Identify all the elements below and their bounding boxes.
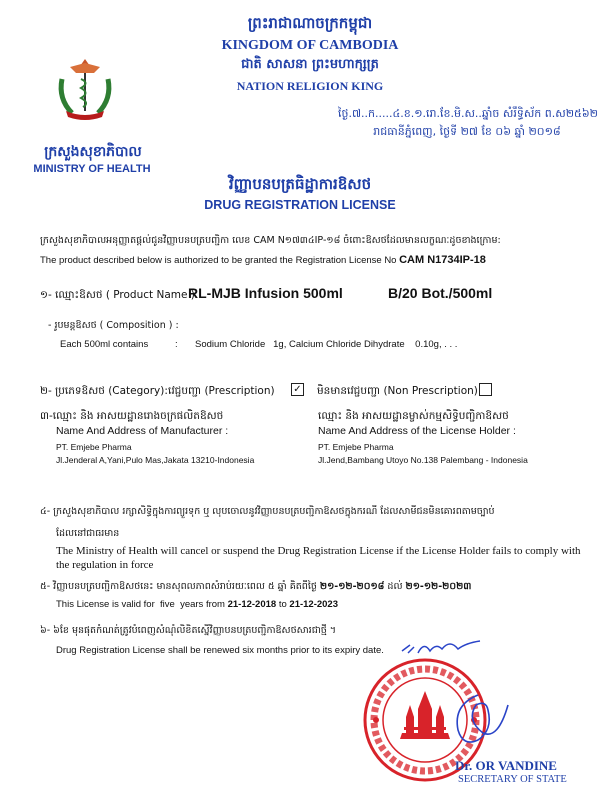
- kingdom-title: KINGDOM OF CAMBODIA: [221, 38, 399, 53]
- category-prescription-label: វេជ្ជបញ្ជា (Prescription): [168, 385, 275, 397]
- section4-text: The Ministry of Health will cancel or suspend the Drug Registration License if the License Holder fails to comply with the regulation in force: [56, 545, 581, 571]
- issue-date: រាជធានីភ្នំពេញ, ថ្ងៃទី ២៧ ខែ ០៦ ឆ្នាំ ២០១៨: [373, 125, 561, 138]
- product-name-label: ១- ឈ្មោះឱសថ ( Product Name ) :: [40, 289, 202, 301]
- product-pack: B/20 Bot./500ml: [388, 285, 493, 301]
- national-motto-khmer: ជាតិ សាសនា ព្រះមហាក្សត្រ: [241, 57, 379, 72]
- validity-text: [56, 599, 338, 610]
- seal-star-left: [373, 717, 379, 723]
- validity-mid: to: [276, 599, 290, 610]
- renewal-text: Drug Registration License shall be renewed six months prior to its expiry date.: [56, 645, 384, 656]
- national-motto: NATION RELIGION KING: [236, 79, 384, 93]
- composition-each: Each 500ml contains: [60, 339, 149, 350]
- section5-kh-mid: ដល់: [384, 581, 406, 592]
- section5-kh-prefix: ៥- វិញ្ញាបនបត្របញ្ជិកាឱសថនេះ មានសុពលភាពសំរាប់រយៈពេល ៥ ឆ្នាំ គិតពីថ្ងៃ: [40, 581, 320, 592]
- manufacturer-name: PT. Emjebe Pharma: [56, 442, 132, 452]
- emblem-serpent: [81, 79, 86, 107]
- license-holder-label: Name And Address of the License Holder :: [318, 425, 516, 437]
- section4-text-khmer-cont: ដែលនៅជាធរមាន: [56, 528, 120, 539]
- license-number: CAM N1734IP-18: [399, 254, 486, 266]
- ministry-name: MINISTRY OF HEALTH: [33, 163, 151, 175]
- composition-colon: :: [175, 339, 178, 350]
- intro-prefix: The product described below is authorized to be granted the Registration License No: [40, 255, 400, 266]
- category-non-prescription-label: មិនមានវេជ្ជបញ្ជា (Non Prescription): [317, 385, 478, 397]
- valid-to-date: 21-12-2023: [289, 599, 339, 610]
- lunar-date: ថ្ងៃ.៧..ក.....៤.ខ.១.រោ.ខែ.មិ.ស..ឆ្នាំច សំរឹទ្ធិស័ក ព.ស២៥៦២: [338, 107, 598, 120]
- composition-label: - រូបមន្តឱសថ ( Composition ) :: [48, 320, 179, 331]
- emblem-right-wreath: [98, 79, 109, 113]
- signatory-title: SECRETARY OF STATE: [458, 774, 567, 785]
- section5-kh-to: ២១-១២-២០២៣: [405, 581, 472, 592]
- seal-temple-icon: [400, 691, 450, 739]
- signatory-name: Dr. OR VANDINE: [455, 758, 557, 773]
- initials-signature-icon: [400, 637, 485, 659]
- license-holder-address: Jl.Jend,Bambang Utoyo No.138 Palembang - Indonesia: [318, 455, 528, 465]
- document-title: DRUG REGISTRATION LICENSE: [204, 198, 396, 212]
- kingdom-title-khmer: ព្រះរាជាណាចក្រកម្ពុជា: [247, 14, 373, 32]
- manufacturer-label-khmer: ៣-ឈ្មោះ និង អាសយដ្ឋានរោងចក្រផលិតឱសថ: [40, 410, 224, 422]
- signature-icon: [448, 685, 518, 755]
- ministry-emblem-icon: [50, 55, 120, 125]
- check-icon: ✓: [293, 384, 302, 395]
- manufacturer-label: Name And Address of Manufacturer :: [56, 425, 229, 437]
- emblem-rays: [70, 63, 100, 73]
- section5-kh-from: ២១-១២-២០១៨: [319, 581, 385, 592]
- intro-text-khmer: ក្រសួងសុខាភិបាលអនុញ្ញាតផ្តល់ជូនវិញ្ញាបនបត្របញ្ជិកា លេខ CAM N១៧៣៤IP-១៨ ចំពោះឱសថដែលមានលក្ខណៈដូចខាងក្រោម:: [40, 235, 501, 246]
- license-holder-name: PT. Emjebe Pharma: [318, 442, 394, 452]
- section4-text-khmer: ៤- ក្រសួងសុខាភិបាល រក្សាសិទ្ធិក្នុងការព្យួរទុក ឬ លុបចោលនូវវិញ្ញាបនបត្របញ្ជិកាឱសថក្នុងករណី ដែលសាមីជនមិនគោរពតាមច្បាប់: [40, 506, 495, 517]
- emblem-left-wreath: [61, 79, 72, 113]
- valid-from-date: 21-12-2018: [227, 599, 277, 610]
- category-label: ២- ប្រភេទឱសថ (Category):: [40, 385, 168, 397]
- manufacturer-address: Jl.Jenderal A,Yani,Pulo Mas,Jakata 13210-Indonesia: [56, 455, 255, 465]
- prescription-checkbox[interactable]: [291, 383, 304, 396]
- section6-text-khmer: ៦- ៦ខែ មុនផុតកំណត់ត្រូវបំពេញសំណុំលិខិតស្នើវិញ្ញាបនបត្របញ្ជិកាឱសថសារជាថ្មី ។: [40, 625, 337, 636]
- validity-prefix: This License is valid for five years from: [56, 599, 228, 610]
- section5-text-khmer: [40, 580, 471, 594]
- ministry-name-khmer: ក្រសួងសុខាភិបាល: [44, 144, 142, 160]
- composition-value: Sodium Chloride 1g, Calcium Chloride Dihydrate 0.10g, . . .: [195, 339, 458, 350]
- intro-text: [40, 254, 486, 266]
- document-title-khmer: វិញ្ញាបនបត្រធិដ្ឋាការឱសថ: [228, 175, 372, 193]
- product-name: RL-MJB Infusion 500ml: [188, 285, 343, 301]
- license-holder-label-khmer: ឈ្មោះ និង អាសយដ្ឋានម្ចាស់កម្មសិទ្ធិបញ្ជិកាឱសថ: [318, 410, 509, 422]
- non-prescription-checkbox[interactable]: [479, 383, 492, 396]
